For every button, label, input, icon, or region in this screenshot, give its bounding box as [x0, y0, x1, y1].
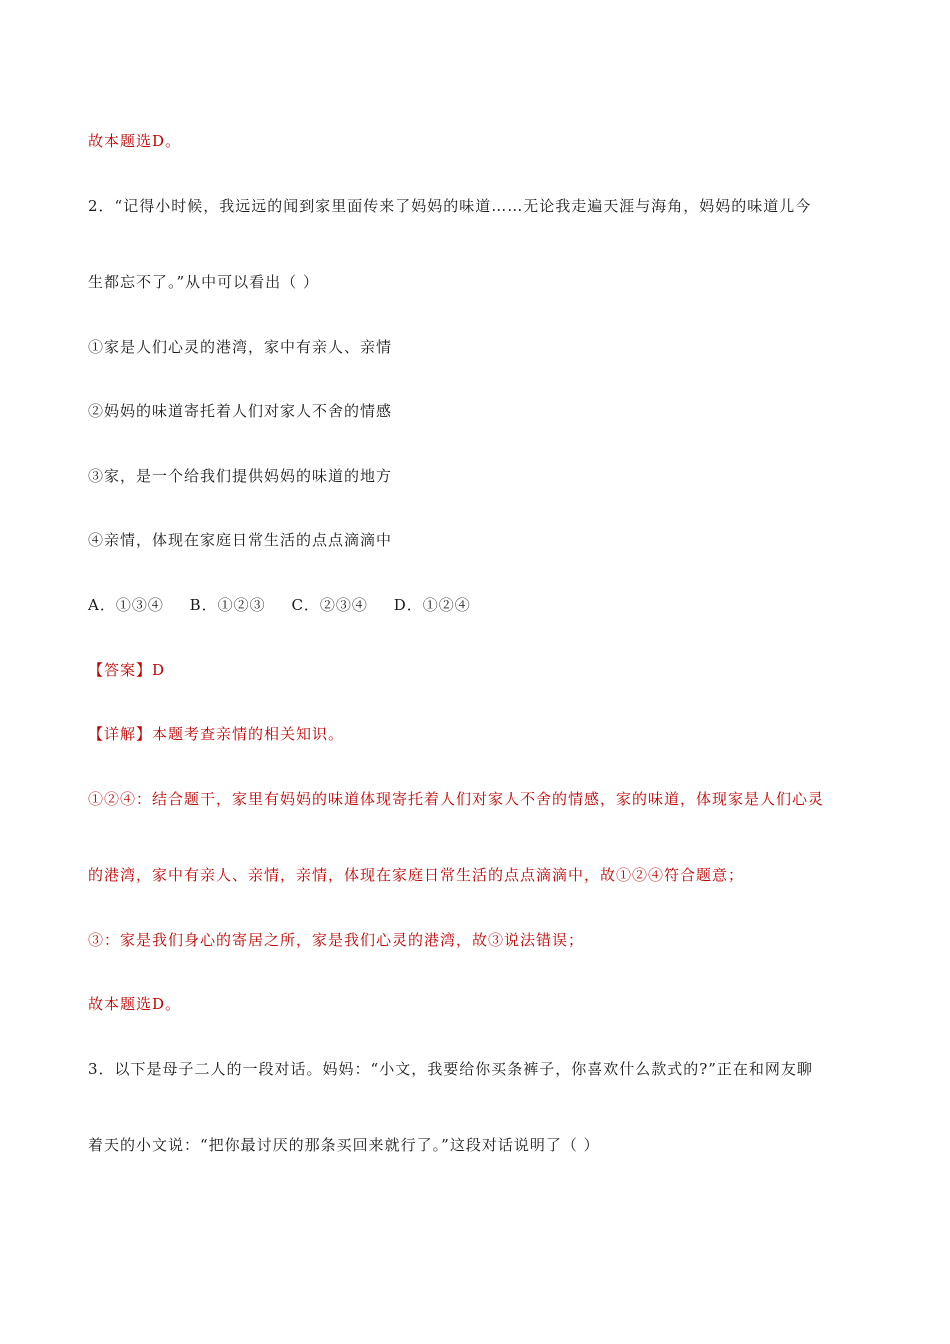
question-3-stem-line1: 3．以下是母子二人的一段对话。妈妈：“小文，我要给你买条裤子，你喜欢什么款式的?”正在和网友聊 — [88, 1060, 813, 1078]
explanation-title: 【详解】本题考查亲情的相关知识。 — [88, 725, 345, 743]
option-d: D．①②④ — [393, 596, 471, 614]
statement-2: ②妈妈的味道寄托着人们对家人不舍的情感 — [88, 402, 393, 420]
question-2-stem-line1: 2．“记得小时候，我远远的闻到家里面传来了妈妈的味道……无论我走遍天涯与海角，妈妈的味道儿今 — [88, 197, 812, 215]
option-a: A．①③④ — [88, 596, 164, 614]
option-b: B．①②③ — [189, 596, 266, 614]
analysis-1-line2: 的港湾，家中有亲人、亲情，亲情，体现在家庭日常生活的点点滴滴中，故①②④符合题意； — [88, 866, 745, 884]
answer-label: 【答案】D — [88, 661, 166, 679]
question-3-stem-line2: 着天的小文说：“把你最讨厌的那条买回来就行了。”这段对话说明了（ ） — [88, 1136, 600, 1154]
question-2-conclusion: 故本题选D。 — [88, 995, 182, 1013]
answer-options — [88, 595, 870, 615]
question-2-stem-line2: 生都忘不了。”从中可以看出（ ） — [88, 273, 319, 291]
previous-conclusion: 故本题选D。 — [88, 132, 182, 150]
analysis-2: ③：家是我们身心的寄居之所，家是我们心灵的港湾，故③说法错误； — [88, 931, 585, 949]
analysis-1-line1: ①②④：结合题干，家里有妈妈的味道体现寄托着人们对家人不舍的情感，家的味道，体现家是人们心灵 — [88, 790, 825, 808]
option-c: C．②③④ — [291, 596, 368, 614]
statement-3: ③家，是一个给我们提供妈妈的味道的地方 — [88, 467, 393, 485]
statement-1: ①家是人们心灵的港湾，家中有亲人、亲情 — [88, 338, 393, 356]
statement-4: ④亲情，体现在家庭日常生活的点点滴滴中 — [88, 531, 393, 549]
